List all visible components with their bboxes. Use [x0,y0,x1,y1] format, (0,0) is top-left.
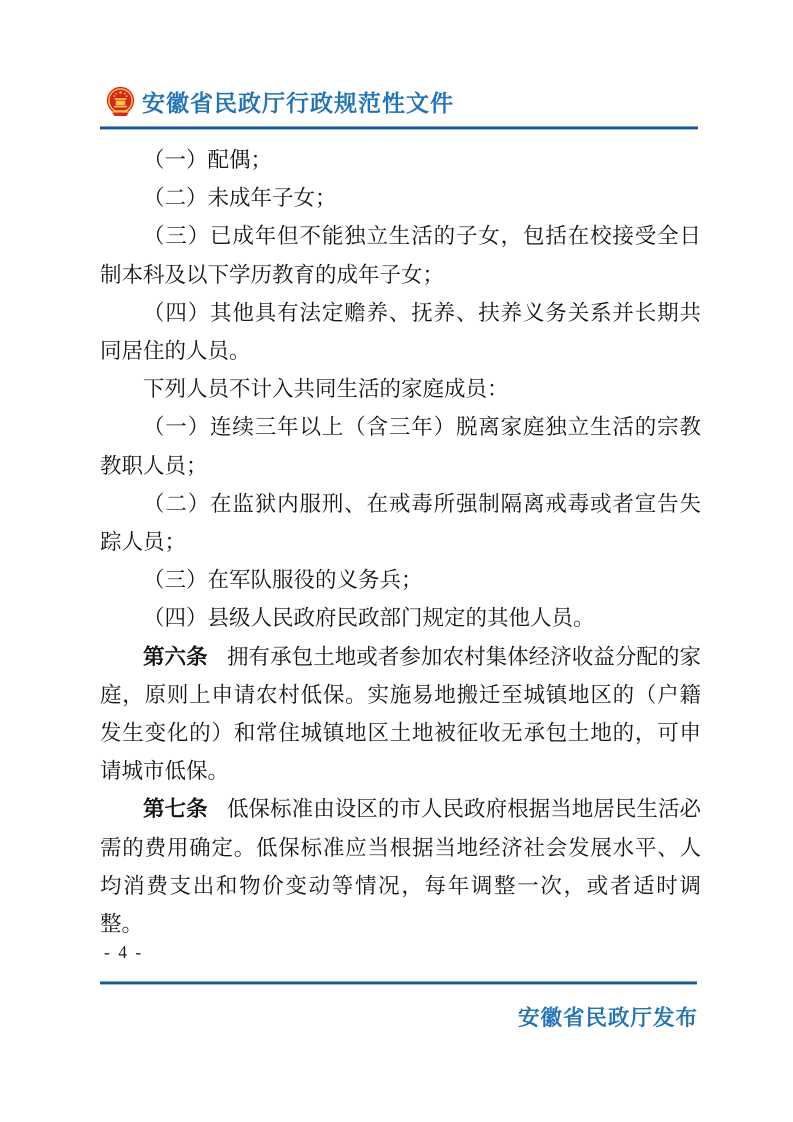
paragraph-text: 下列人员不计入共同生活的家庭成员： [143,377,509,402]
paragraph-text: （四）其他具有法定赡养、抚养、扶养义务关系并长期共同居住的人员。 [100,300,701,364]
header-divider [100,126,698,130]
document-body [100,141,701,943]
paragraph [100,370,701,408]
publisher-label: 安徽省民政厅发布 [517,1006,698,1030]
page-number: - 4 - [104,942,144,962]
paragraph-text: （二）在监狱内服刑、在戒毒所强制隔离戒毒或者宣告失踪人员； [100,491,701,555]
paragraph [100,179,701,217]
footer-divider [100,981,697,985]
page-title: 安徽省民政厅行政规范性文件 [142,90,454,116]
paragraph-text: （四）县级人民政府民政部门规定的其他人员。 [143,606,595,631]
paragraph [100,408,701,484]
paragraph [100,141,701,179]
article-number-label: 第七条 [143,797,208,822]
paragraph-text: 低保标准由设区的市人民政府根据当地居民生活必需的费用确定。低保标准应当根据当地经济社会发展水平、人均消费支出和物价变动等情况，每年调整一次，或者适时调整。 [100,797,701,937]
national-emblem-icon [106,86,135,118]
paragraph-text: 拥有承包土地或者参加农村集体经济收益分配的家庭，原则上申请农村低保。实施易地搬迁至城镇地区的（户籍发生变化的）和常住城镇地区土地被征收无承包土地的，可申请城市低保。 [100,644,701,784]
paragraph-article-7 [100,790,701,943]
paragraph [100,485,701,561]
paragraph-text: （一）连续三年以上（含三年）脱离家庭独立生活的宗教教职人员； [100,415,701,478]
article-number-label: 第六条 [143,644,208,669]
paragraph [100,217,701,293]
paragraph [100,561,701,599]
paragraph [100,294,701,370]
paragraph [100,599,701,637]
document-header [106,85,454,118]
paragraph-article-6 [100,638,701,791]
paragraph-text: （三）已成年但不能独立生活的子女，包括在校接受全日制本科及以下学历教育的成年子女； [100,224,701,287]
paragraph-text: （三）在军队服役的义务兵； [143,568,423,593]
paragraph-text: （一）配偶； [143,148,273,172]
paragraph-text: （二）未成年子女； [143,186,337,211]
